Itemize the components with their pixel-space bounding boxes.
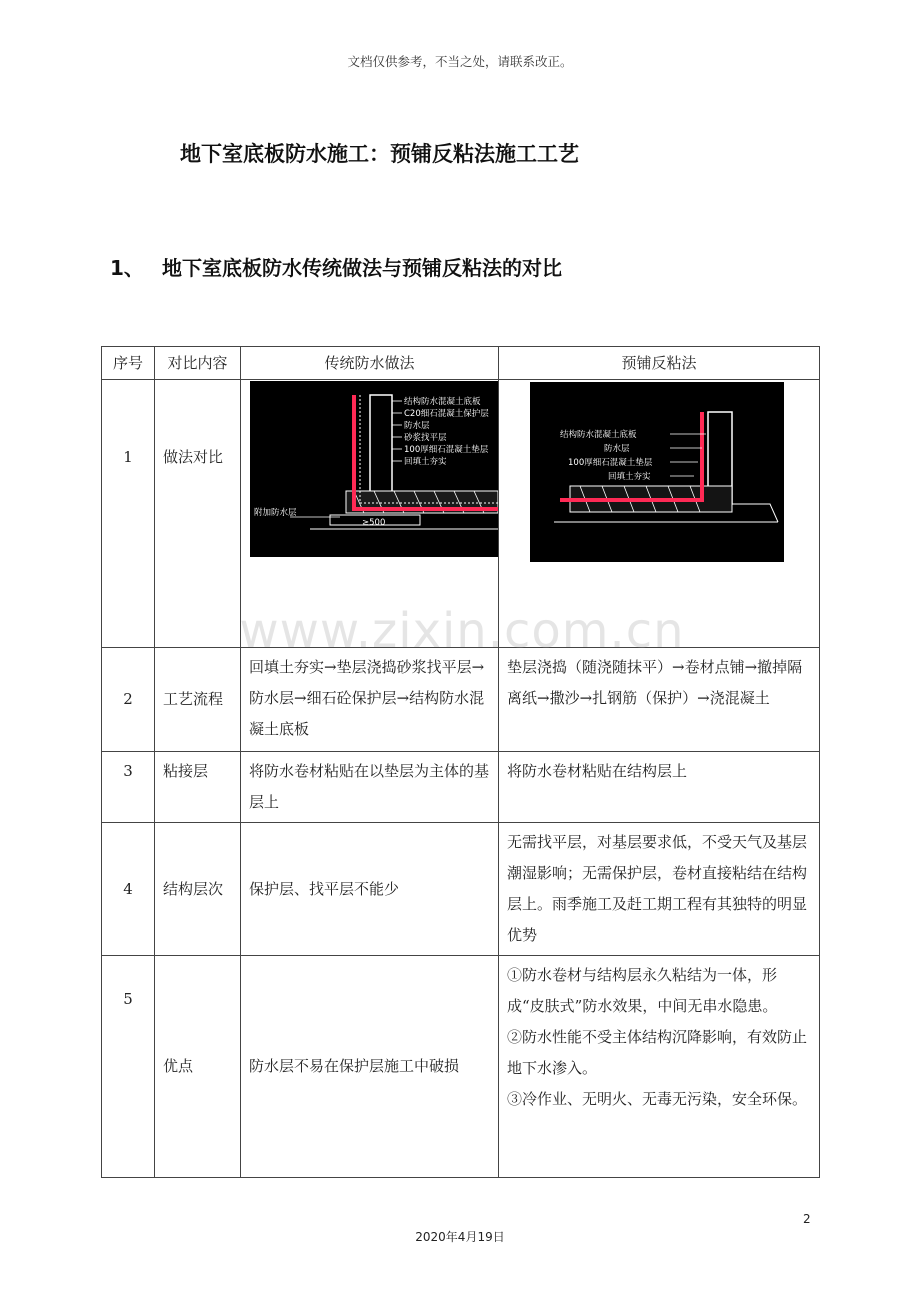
header-index: 序号 [102,347,155,380]
label-protection-layer: C20细石混凝土保护层 [404,409,489,419]
table-row [102,823,820,956]
traditional-cell: 防水层不易在保护层施工中破损 [241,956,499,1178]
label-backfill: 回填土夯实 [608,472,651,482]
traditional-section-drawing [250,381,498,557]
prelaid-cell: 无需找平层，对基层要求低，不受天气及基层潮湿影响；无需保护层，卷材直接粘结在结构层上。雨季施工及赶工期工程有其独特的明显优势 [499,823,820,956]
footer-date: 2020年4月19日 [415,1230,505,1244]
traditional-cell: 保护层、找平层不能少 [241,823,499,956]
section-heading [110,252,562,281]
header-traditional: 传统防水做法 [241,347,499,380]
header-note: 文档仅供参考，不当之处，请联系改正。 [347,54,573,69]
row-number: 3 [102,752,155,823]
page-number: 2 [803,1212,811,1226]
label-additional-layer: 附加防水层 [254,508,297,518]
prelaid-cell: 将防水卷材粘贴在结构层上 [499,752,820,823]
label-waterproof-layer: 防水层 [404,421,430,431]
traditional-drawing-cell [241,380,499,648]
label-backfill: 回填土夯实 [404,457,447,467]
prelaid-drawing-cell [499,380,820,648]
advantage-point: ②防水性能不受主体结构沉降影响，有效防止地下水渗入。 [507,1028,808,1077]
label-dimension: ≥500 [362,518,386,528]
prelaid-section-drawing [530,382,784,562]
row-number: 4 [102,823,155,956]
row-item: 做法对比 [155,380,241,648]
row-item: 粘接层 [155,752,241,823]
row-item: 工艺流程 [155,648,241,752]
table-row [102,380,820,648]
label-waterproof-layer: 防水层 [604,444,630,454]
advantage-point: ③冷作业、无明火、无毒无污染，安全环保。 [507,1090,808,1108]
table-row [102,648,820,752]
watermark: www.zixin.com.cn [239,603,685,659]
label-cushion-layer: 100厚细石混凝土垫层 [404,445,489,455]
advantage-point: ①防水卷材与结构层永久粘结为一体，形成“皮肤式”防水效果，中间无串水隐患。 [507,966,778,1015]
traditional-cell: 回填土夯实→垫层浇捣砂浆找平层→防水层→细石砼保护层→结构防水混凝土底板 [241,648,499,752]
table-header-row [102,347,820,380]
row-item: 结构层次 [155,823,241,956]
section-number: 1、 [110,256,144,280]
row-number: 5 [102,956,155,1178]
header-item: 对比内容 [155,347,241,380]
header-prelaid: 预铺反粘法 [499,347,820,380]
table-row [102,956,820,1178]
row-number: 2 [102,648,155,752]
prelaid-cell: 垫层浇捣（随浇随抹平）→卷材点铺→撤掉隔离纸→撒沙→扎钢筋（保护）→浇混凝土 [499,648,820,752]
document-title: 地下室底板防水施工：预铺反粘法施工工艺 [180,142,579,166]
label-leveling-layer: 砂浆找平层 [404,433,447,443]
table-row [102,752,820,823]
label-cushion-layer: 100厚细石混凝土垫层 [568,458,653,468]
row-item: 优点 [155,956,241,1178]
row-number: 1 [102,380,155,648]
prelaid-cell [499,956,820,1178]
label-structure-slab: 结构防水混凝土底板 [560,430,637,440]
comparison-table [101,346,820,1178]
section-heading-text: 地下室底板防水传统做法与预铺反粘法的对比 [162,256,562,280]
traditional-cell: 将防水卷材粘贴在以垫层为主体的基层上 [241,752,499,823]
label-structure-slab: 结构防水混凝土底板 [404,397,481,407]
